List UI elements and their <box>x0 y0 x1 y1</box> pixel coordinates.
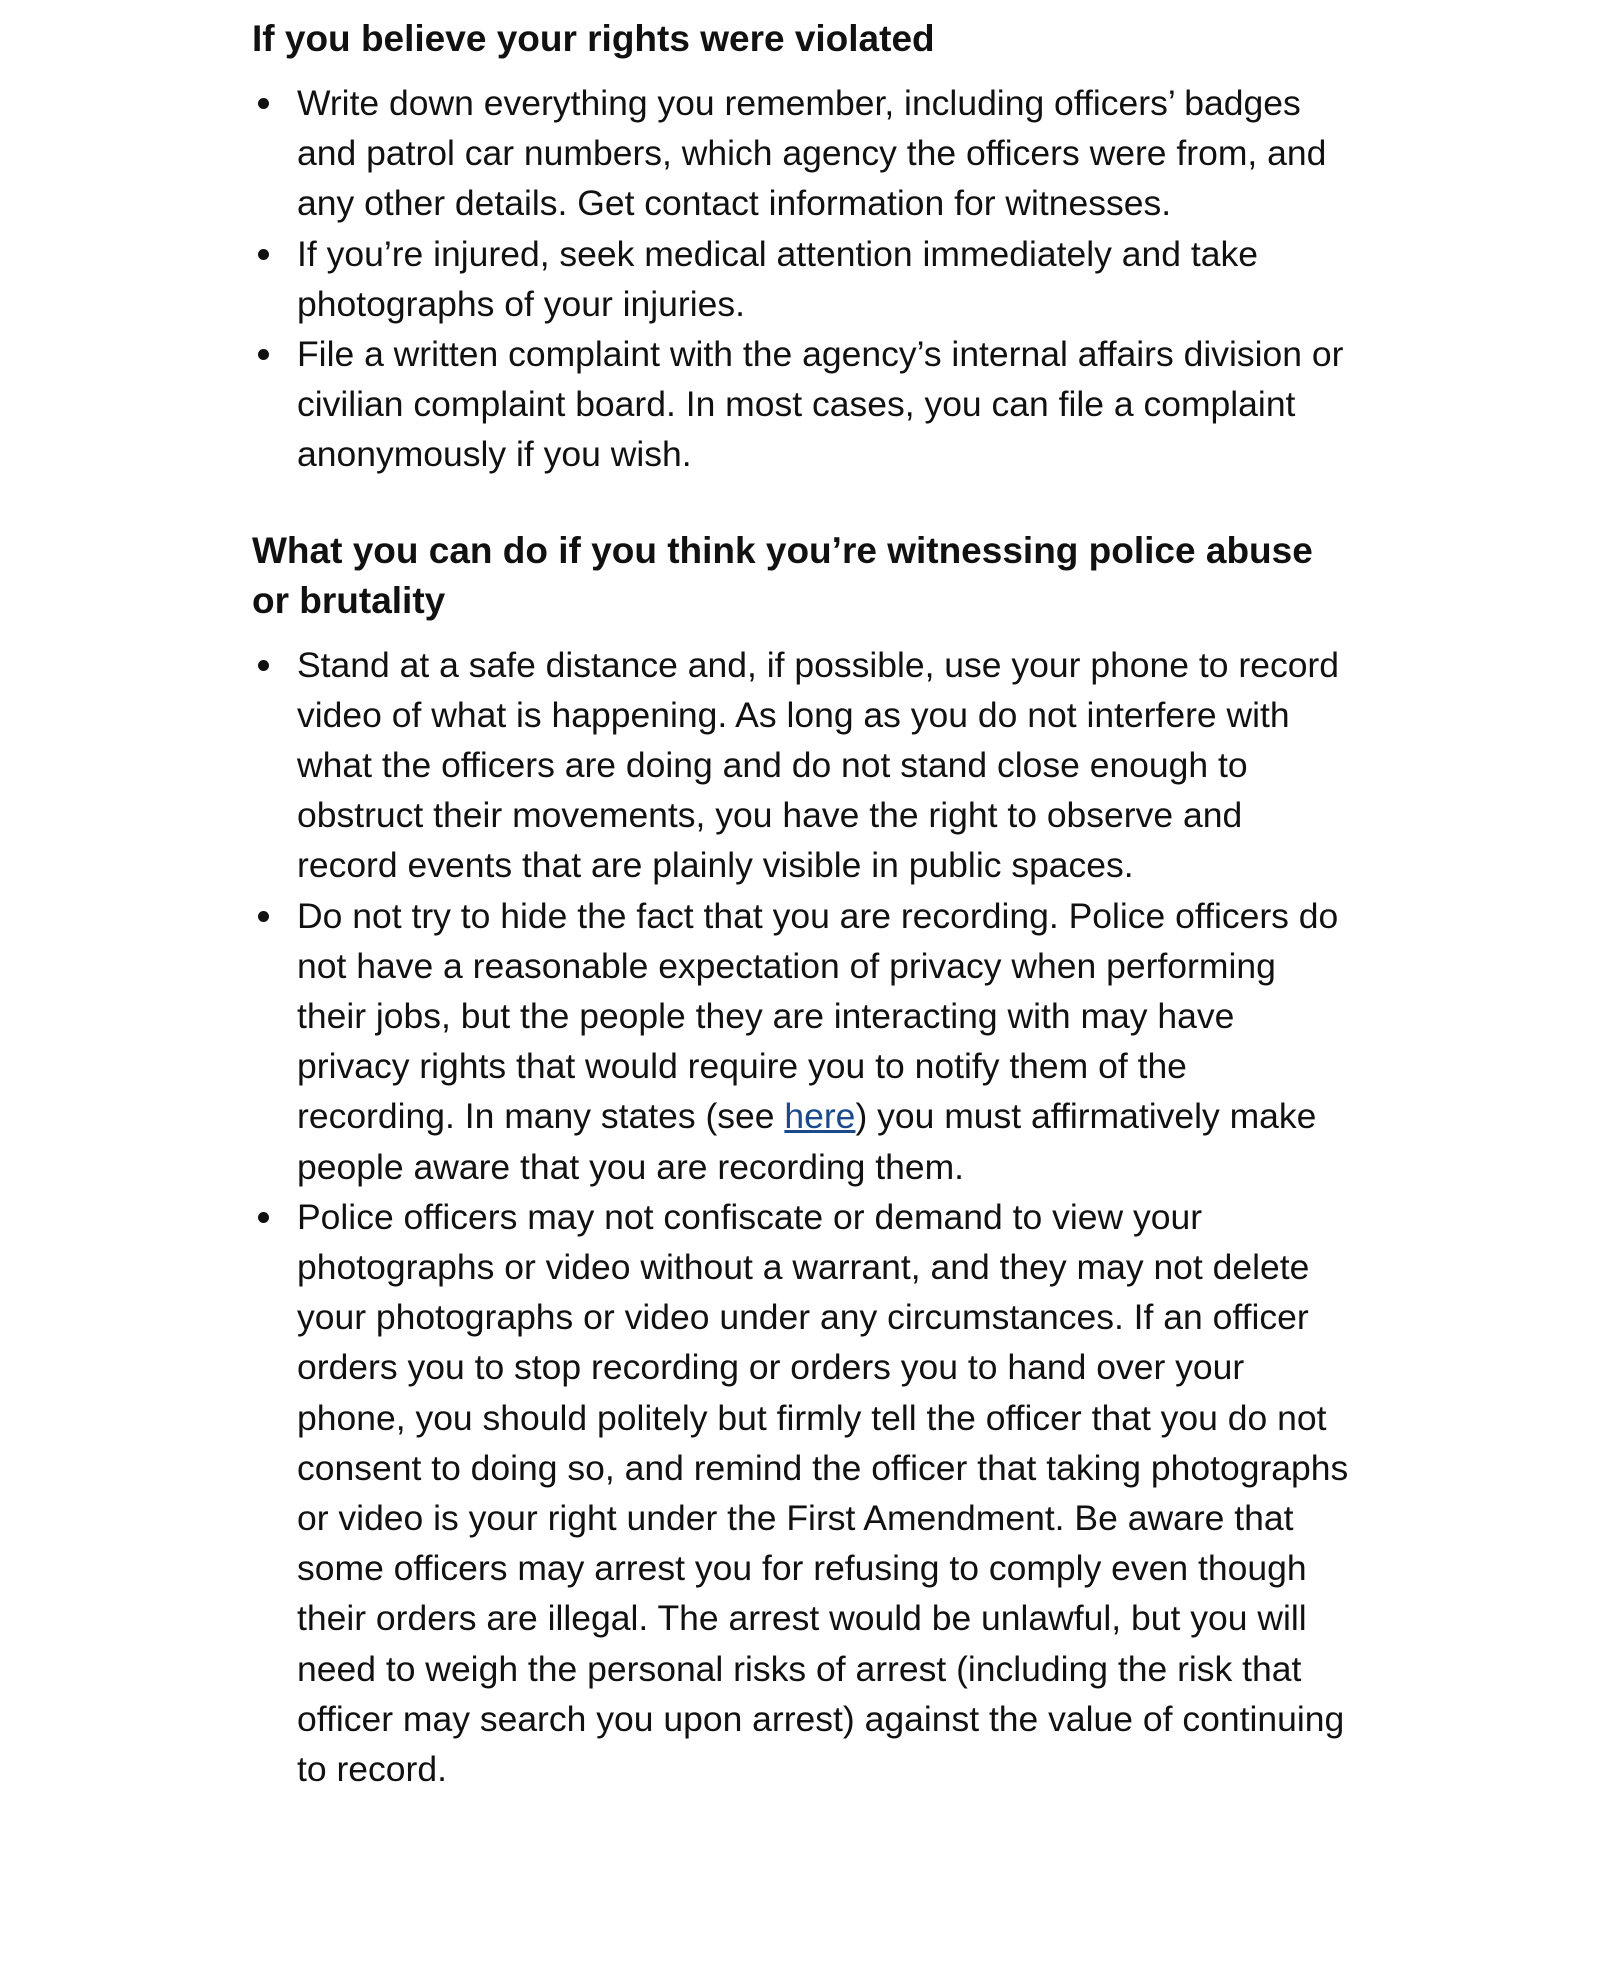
list-item-text-before-link: Do not try to hide the fact that you are recording. Police officers do not have a reasonable expectation of privacy when performing their jobs, but the people they are interacting with may have privacy rights that would require you to notify them of the recording. In many states (see <box>297 895 1339 1137</box>
bullet-dot-icon <box>258 660 269 671</box>
list-item <box>252 78 1352 229</box>
list-item <box>252 329 1352 480</box>
bullet-dot-icon <box>258 1212 269 1223</box>
section-heading-rights-violated: If you believe your rights were violated <box>252 18 935 59</box>
list-item <box>252 640 1352 891</box>
list-item-text: If you’re injured, seek medical attention immediately and take photographs of your injuries. <box>297 233 1258 324</box>
list-item <box>252 229 1352 329</box>
list-item-text: Police officers may not confiscate or demand to view your photographs or video without a warrant, and they may not delete your photographs or video under any circumstances. If an officer orders you to stop recording or orders you to hand over your phone, you should politely but firmly tell the officer that you do not consent to doing so, and remind the officer that taking photographs or video is your right under the First Amendment. Be aware that some officers may arrest you for refusing to comply even though their orders are illegal. The arrest would be unlawful, but you will need to weigh the personal risks of arrest (including the risk that officer may search you upon arrest) against the value of continuing to record. <box>297 1196 1349 1790</box>
bullet-dot-icon <box>258 911 269 922</box>
witnessing-abuse-list <box>252 640 1352 1795</box>
article-body <box>252 14 1352 1794</box>
list-item-text: Write down everything you remember, including officers’ badges and patrol car numbers, which agency the officers were from, and any other details. Get contact information for witnesses. <box>297 83 1327 224</box>
list-item <box>252 891 1352 1192</box>
here-link[interactable]: here <box>784 1096 856 1137</box>
list-item <box>252 1192 1352 1794</box>
list-item-text: File a written complaint with the agency’s internal affairs division or civilian complaint board. In most cases, you can file a complaint anonymously if you wish. <box>297 334 1344 475</box>
rights-violated-list <box>252 78 1352 480</box>
bullet-dot-icon <box>258 98 269 109</box>
bullet-dot-icon <box>258 249 269 260</box>
bullet-dot-icon <box>258 349 269 360</box>
list-item-text: Stand at a safe distance and, if possible, use your phone to record video of what is happening. As long as you do not interfere with what the officers are doing and do not stand close enough to obstruct their movements, you have the right to observe and record events that are plainly visible in public spaces. <box>297 644 1339 886</box>
section-heading-witnessing-abuse: What you can do if you think you’re witnessing police abuse or brutality <box>252 529 1313 621</box>
list-item-text-after-link: ) you must affirmatively make people aware that you are recording them. <box>297 1096 1317 1187</box>
